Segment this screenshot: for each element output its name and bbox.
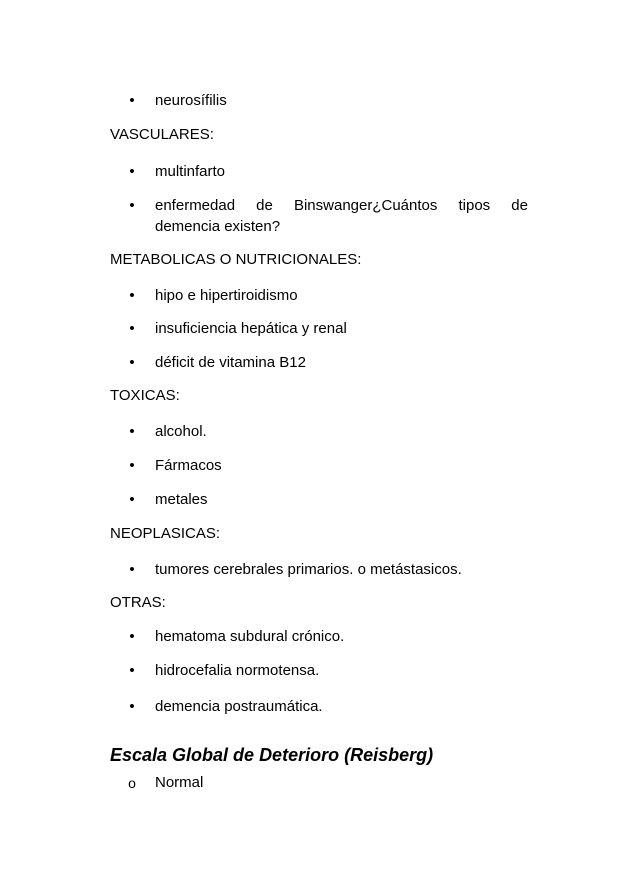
- word: Binswanger¿Cuántos: [293, 197, 438, 214]
- list-item-farmacos: Fármacos: [155, 457, 222, 474]
- bullet-icon: •: [129, 320, 135, 337]
- word: tipos: [458, 197, 491, 214]
- list-item-normal: Normal: [155, 774, 204, 791]
- bullet-icon: •: [129, 662, 135, 679]
- list-item-binswanger-line2: demencia existen?: [155, 218, 281, 235]
- bullet-icon: •: [129, 287, 135, 304]
- bullet-icon: •: [129, 423, 135, 440]
- list-item-tumores: tumores cerebrales primarios. o metástasicos.: [155, 561, 462, 578]
- list-item-neurosifilis: neurosífilis: [155, 92, 227, 109]
- section-label-otras: OTRAS:: [110, 594, 166, 611]
- list-item-multinfarto: multinfarto: [155, 163, 226, 180]
- word: de: [256, 197, 273, 214]
- bullet-icon: •: [129, 457, 135, 474]
- list-item-deficit: déficit de vitamina B12: [155, 354, 306, 371]
- bullet-icon: •: [129, 92, 135, 109]
- section-label-metabolicas: METABOLICAS O NUTRICIONALES:: [110, 251, 362, 268]
- list-item-alcohol: alcohol.: [155, 423, 207, 440]
- section-label-vasculares: VASCULARES:: [110, 126, 214, 143]
- bullet-icon: •: [129, 561, 135, 578]
- list-item-hematoma: hematoma subdural crónico.: [155, 628, 345, 645]
- list-item-hidrocefalia: hidrocefalia normotensa.: [155, 662, 320, 679]
- list-item-demencia-post: demencia postraumática.: [155, 698, 323, 715]
- bullet-icon: •: [129, 163, 135, 180]
- list-item-insuficiencia: insuficiencia hepática y renal: [155, 320, 347, 337]
- bullet-icon: •: [129, 354, 135, 371]
- bullet-icon: •: [129, 698, 135, 715]
- list-item-hipo: hipo e hipertiroidismo: [155, 287, 298, 304]
- bullet-icon: •: [129, 628, 135, 645]
- section-heading: Escala Global de Deterioro (Reisberg): [110, 745, 434, 765]
- bullet-icon: •: [129, 491, 135, 508]
- word: enfermedad: [155, 197, 236, 214]
- section-label-toxicas: TOXICAS:: [110, 387, 180, 404]
- circle-bullet-icon: o: [128, 775, 136, 791]
- list-item-metales: metales: [155, 491, 208, 508]
- bullet-icon: •: [129, 197, 135, 214]
- section-label-neoplasicas: NEOPLASICAS:: [110, 525, 221, 542]
- list-item-binswanger-line1: [155, 197, 528, 215]
- word: de: [511, 197, 528, 214]
